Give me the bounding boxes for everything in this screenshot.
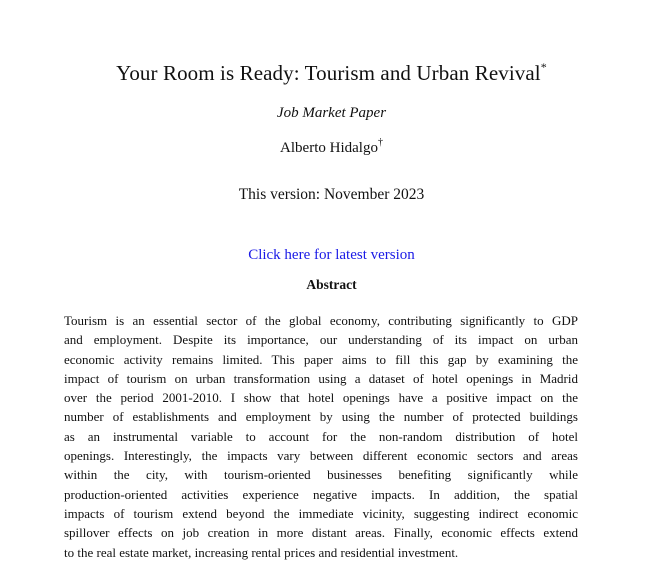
author-line	[0, 137, 663, 157]
paper-title	[0, 60, 663, 86]
abstract-line: number of establishments and employment by using the number of protected buildings	[64, 409, 578, 425]
abstract-line: within the city, with tourism-oriented businesses benefiting significantly while	[64, 467, 578, 483]
latest-version-wrapper	[0, 244, 663, 264]
version-date: This version: November 2023	[238, 186, 425, 203]
paper-title-text: Your Room is Ready: Tourism and Urban Revival	[116, 61, 541, 85]
author-name: Alberto Hidalgo	[280, 140, 378, 156]
abstract-line: economic activity remains limited. This paper aims to fill this gap by examining the	[64, 351, 578, 367]
paper-subtitle: Job Market Paper	[276, 105, 387, 121]
abstract-line: impact of tourism on urban transformation using a dataset of hotel openings in Madrid	[64, 370, 578, 386]
abstract-line: spillover effects on job creation in more distant areas. Finally, economic effects extend	[64, 525, 578, 541]
abstract-line: production-oriented activities experience negative impacts. In addition, the spatial	[64, 486, 578, 502]
title-footnote-mark: *	[540, 60, 547, 74]
author-footnote-mark: †	[377, 137, 383, 148]
abstract-body	[64, 311, 578, 562]
latest-version-link[interactable]: Click here for latest version	[248, 247, 415, 263]
abstract-line: impacts of tourism extend beyond the immediate vicinity, suggesting indirect economic	[64, 505, 578, 521]
abstract-line: openings. Interestingly, the impacts vary between different economic sectors and areas	[64, 448, 578, 464]
abstract-line: to the real estate market, increasing rental prices and residential investment.	[64, 544, 459, 560]
abstract-heading: Abstract	[306, 277, 357, 292]
abstract-line: Tourism is an essential sector of the global economy, contributing significantly to GDP	[64, 313, 578, 328]
abstract-line: and employment. Despite its importance, our understanding of its impact on urban	[64, 332, 578, 348]
abstract-line: as an instrumental variable to account for the non-random distribution of hotel	[64, 428, 578, 444]
abstract-line: over the period 2001-2010. I show that hotel openings have a positive impact on the	[64, 390, 578, 406]
